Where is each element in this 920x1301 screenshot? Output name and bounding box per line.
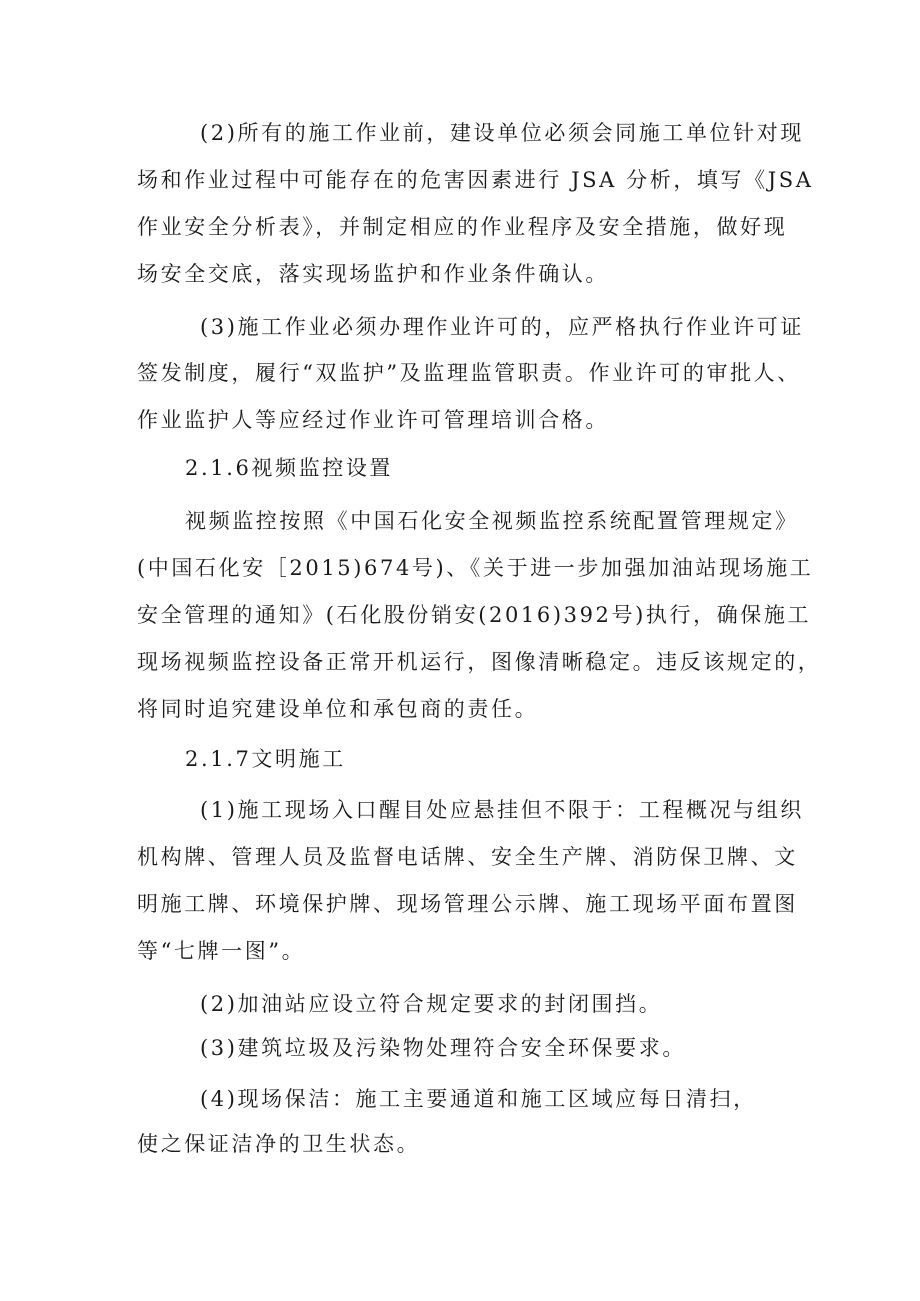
video-paragraph-line-1: 视频监控按照《中国石化安全视频监控系统配置管理规定》 (185, 509, 799, 533)
item-3-line: (3)建筑垃圾及污染物处理符合安全环保要求。 (200, 1036, 686, 1060)
video-paragraph-line-2: (中国石化安［2015)674号)、《关于进一步加强加油站现场施工 (137, 556, 814, 580)
section-heading-2-1-7: 2.1.7文明施工 (185, 747, 346, 771)
section-heading-2-1-6: 2.1.6视频监控设置 (185, 456, 394, 480)
video-paragraph-line-3: 安全管理的通知》(石化股份销安(2016)392号)执行，确保施工 (137, 603, 812, 627)
paragraph-1-line-1: (1)施工现场入口醒目处应悬挂但不限于：工程概况与组织 (200, 798, 804, 822)
item-2-line: (2)加油站应设立符合规定要求的封闭围挡。 (200, 992, 663, 1016)
paragraph-3-line-3: 作业监护人等应经过作业许可管理培训合格。 (137, 408, 609, 432)
video-paragraph-line-4: 现场视频监控设备正常开机运行，图像清晰稳定。违反该规定的， (137, 650, 822, 674)
paragraph-3-line-1: (3)施工作业必须办理作业许可的，应严格执行作业许可证 (200, 315, 804, 339)
paragraph-2-line-3: 作业安全分析表》，并制定相应的作业程序及安全措施，做好现 (137, 215, 788, 239)
item-4-line-2: 使之保证洁净的卫生状态。 (137, 1132, 421, 1156)
item-4-line-1: (4)现场保洁：施工主要通道和施工区域应每日清扫， (200, 1087, 757, 1111)
paragraph-2-line-1: (2)所有的施工作业前，建设单位必须会同施工单位针对现 (200, 121, 804, 145)
paragraph-1-line-4: 等“七牌一图”。 (137, 939, 306, 963)
paragraph-1-line-2: 机构牌、管理人员及监督电话牌、安全生产牌、消防保卫牌、文 (137, 845, 798, 869)
paragraph-1-line-3: 明施工牌、环境保护牌、现场管理公示牌、施工现场平面布置图 (137, 892, 798, 916)
video-paragraph-line-5: 将同时追究建设单位和承包商的责任。 (137, 697, 539, 721)
paragraph-3-line-2: 签发制度，履行“双监护”及监理监管职责。作业许可的审批人、 (137, 361, 801, 385)
paragraph-2-line-4: 场安全交底，落实现场监护和作业条件确认。 (137, 262, 609, 286)
paragraph-2-line-2: 场和作业过程中可能存在的危害因素进行 JSA 分析，填写《JSA (137, 168, 814, 192)
